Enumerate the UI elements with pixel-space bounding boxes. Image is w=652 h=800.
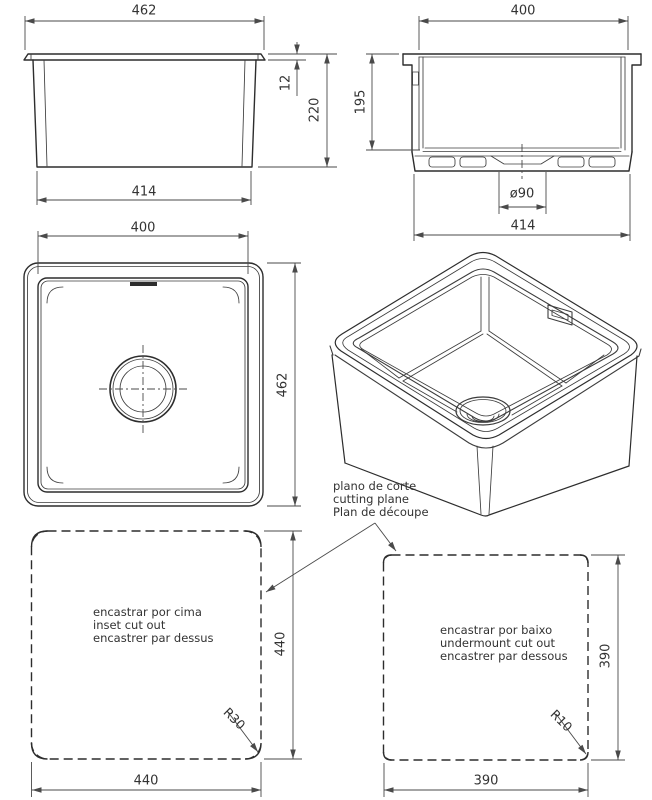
plan-width-label: 400 — [130, 220, 156, 236]
front-width-label: 462 — [131, 3, 157, 19]
inset-label-line3: encastrer par dessus — [93, 630, 214, 645]
section-drain-label: ø90 — [509, 186, 535, 202]
cutting-plane-note-line1: plano de corte — [333, 479, 417, 493]
inset-height-label: 440 — [273, 631, 289, 657]
front-height-label: 220 — [307, 97, 323, 123]
section-width-label: 400 — [510, 3, 536, 19]
plan-view — [24, 231, 301, 506]
inset-radius-label: R30 — [220, 704, 249, 733]
perspective-view — [330, 253, 641, 517]
undermount-label-line3: encastrer par dessous — [440, 648, 568, 663]
front-rim — [24, 54, 265, 60]
undermount-height-label: 390 — [598, 643, 614, 669]
section-overflow-slot — [413, 72, 419, 85]
cutting-plane-note — [333, 480, 429, 518]
undermount-radius-label: R10 — [547, 706, 576, 735]
front-rim-label: 12 — [278, 74, 294, 92]
section-depth-label: 195 — [353, 89, 369, 115]
undermount-cutout — [384, 555, 626, 797]
inset-cutout — [32, 531, 303, 797]
section-drain-recess — [491, 156, 554, 164]
perspective-body-sides — [332, 355, 637, 466]
inset-label-line1: encastrar por cima — [93, 605, 202, 619]
cutting-plane-leaders — [266, 523, 396, 592]
inset-cutout-label — [93, 606, 214, 644]
plan-overflow-slot — [130, 282, 157, 286]
inset-cutout-outline — [32, 531, 262, 759]
perspective-bowl-opening — [353, 269, 618, 421]
front-view — [24, 16, 337, 205]
perspective-rim-outer — [335, 253, 637, 439]
leader-to-undermount-cutout — [375, 523, 396, 551]
plan-height-label: 462 — [275, 372, 291, 398]
plan-outer-rim — [24, 263, 263, 506]
leader-to-inset-cutout — [266, 523, 375, 592]
undermount-label-line1: encastrar por baixo — [440, 623, 553, 637]
undermount-label-line2: undermount cut out — [440, 635, 556, 650]
front-body-outline — [33, 60, 256, 167]
cutting-plane-note-line3: Plan de découpe — [333, 504, 429, 519]
inset-width-label: 440 — [133, 773, 159, 789]
cutting-plane-note-line2: cutting plane — [333, 491, 409, 506]
section-view — [366, 16, 641, 241]
plan-drain-centerlines — [99, 345, 187, 433]
section-bottom-label: 414 — [510, 218, 536, 234]
undermount-width-label: 390 — [473, 773, 499, 789]
front-bottom-label: 414 — [131, 184, 157, 200]
inset-label-line2: inset cut out — [93, 617, 166, 632]
section-walls — [403, 54, 641, 152]
undermount-cutout-label — [440, 624, 568, 662]
